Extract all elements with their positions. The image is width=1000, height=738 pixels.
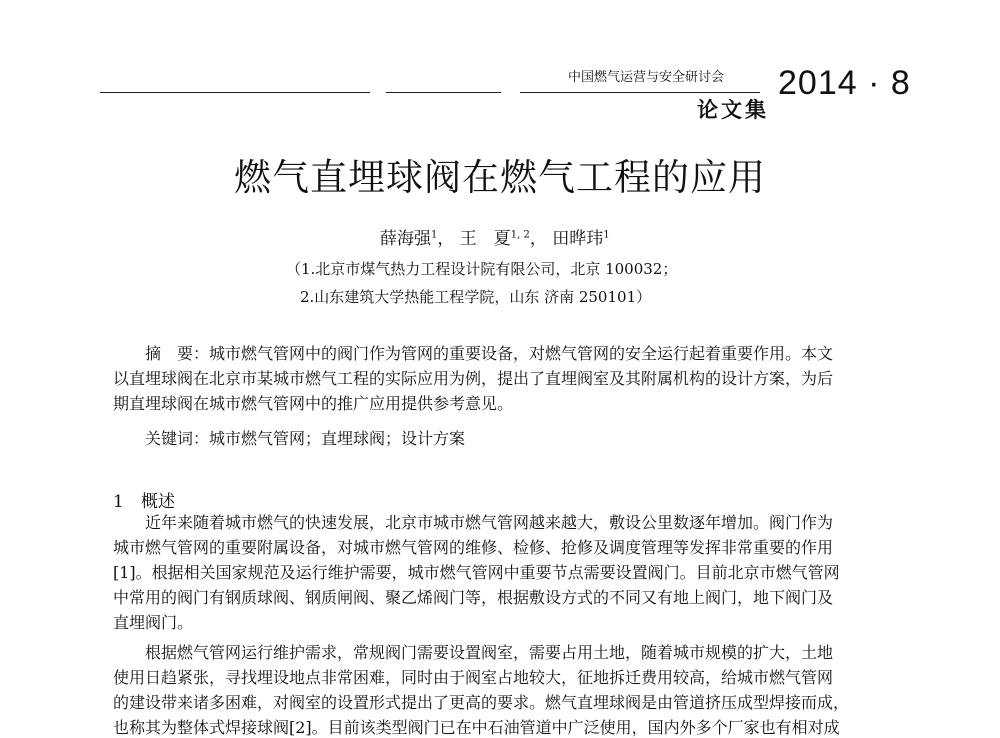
year-issue: 2014 · 8 [778,64,911,102]
section-title: 概述 [141,492,175,512]
section-heading [113,487,175,512]
body-line: 使用日趋紧张，寻找埋设地点非常困难，同时由于阀室占地较大，征地拆迁费用较高，给城市燃气管网 [113,668,834,687]
author-affiliation-mark: 1 [603,229,610,241]
author-separator: ， [437,229,455,249]
keywords-text: 城市燃气管网；直埋球阀；设计方案 [209,429,466,448]
abstract-line: 期直埋球阀在城市燃气管网中的推广应用提供参考意见。 [113,394,514,413]
header-rule-mid [386,92,501,93]
author-separator: ， [529,229,547,249]
body-line: 直埋阀门。 [113,613,194,632]
body-line: 也称其为整体式焊接球阀[2]。目前该类型阀门已在中石油管道中广泛使用，国内外多个厂家也有相对成 [113,718,840,737]
body-line: [1]。根据相关国家规范及运行维护需要，城市燃气管网中重要节点需要设置阀门。目前北京市燃气管网 [113,563,840,582]
author-list [380,224,610,249]
author-affiliation-mark: 1 [431,229,438,241]
author-name: 王 夏 [459,229,511,249]
body-line: 近年来随着城市燃气的快速发展，北京市城市燃气管网越来越大，敷设公里数逐年增加。阀门作为 [145,513,834,532]
body-line: 城市燃气管网的重要附属设备，对城市燃气管网的维修、检修、抢修及调度管理等发挥非常重要的作用 [113,538,834,557]
affiliation-line-1: （1.北京市煤气热力工程设计院有限公司，北京 100032； [286,260,678,278]
abstract-text: 城市燃气管网中的阀门作为管网的重要设备，对燃气管网的安全运行起着重要作用。本文 [209,344,834,363]
keywords-line [113,426,903,449]
proceedings-label: 论文集 [697,97,769,122]
header-rule-left [100,92,370,93]
body-line: 的建设带来诸多困难，对阀室的设置形式提出了更高的要求。燃气直埋球阀是由管道挤压成型焊接而成， [113,693,850,712]
author-name: 田晔玮 [552,229,604,249]
body-line: 中常用的阀门有钢质球阀、钢质闸阀、聚乙烯阀门等，根据敷设方式的不同又有地上阀门，地下阀门及 [113,588,834,607]
paper-title: 燃气直埋球阀在燃气工程的应用 [234,156,766,199]
abstract-label: 摘 要： [145,344,210,363]
author-affiliation-mark: 1, 2 [510,229,530,241]
section-number: 1 [113,492,124,512]
abstract-line [113,341,903,364]
keywords-label: 关键词： [145,429,210,448]
author-name: 薛海强 [380,229,431,249]
abstract-line: 以直埋球阀在北京市某城市燃气工程的实际应用为例，提出了直埋阀室及其附属机构的设计方案，为后 [113,369,834,388]
affiliation-line-2: 2.山东建筑大学热能工程学院，山东 济南 250101） [300,288,652,306]
body-line: 根据燃气管网运行维护需求，常规阀门需要设置阀室，需要占用土地，随着城市规模的扩大，土地 [145,643,834,662]
conference-name: 中国燃气运营与安全研讨会 [568,70,725,85]
header-rule-right [520,92,760,93]
